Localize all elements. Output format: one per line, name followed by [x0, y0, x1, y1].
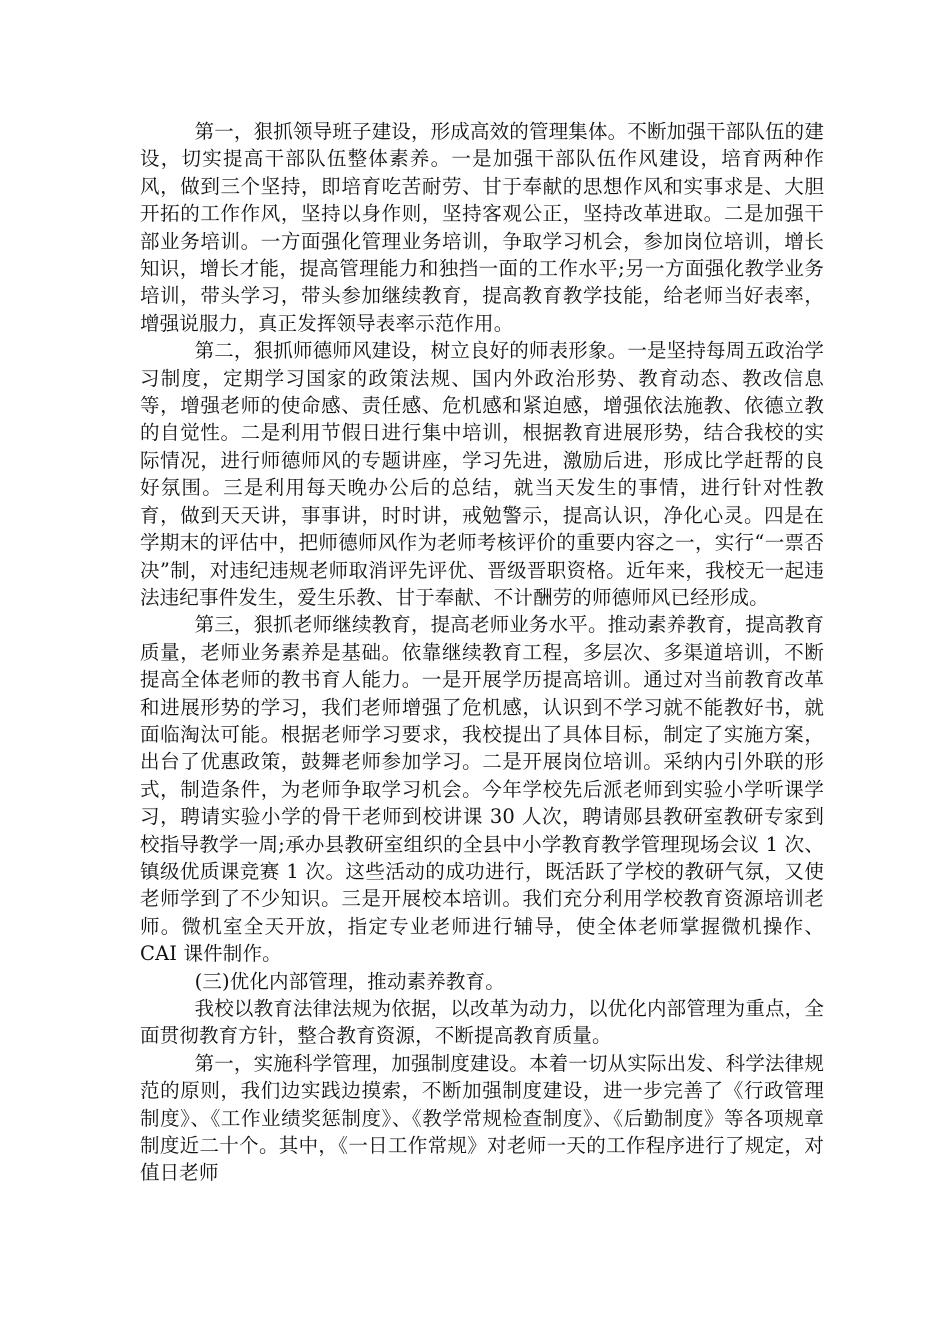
paragraph-teacher-ethics: 第二，狠抓师德师风建设，树立良好的师表形象。一是坚持每周五政治学习制度，定期学习国家的政策法规、国内外政治形势、教育动态、教改信息等，增强老师的使命感、责任感、危机感和紧迫感，增强依法施教、依德立教的自觉性。二是利用节假日进行集中培训，根据教育进展形势，结合我校的实际情况，进行师德师风的专题讲座，学习先进，激励后进，形成比学赶帮的良好氛围。三是利用每天晚办公后的总结，就当天发生的事情，进行针对性教育，做到天天讲，事事讲，时时讲，戒勉警示，提高认识，净化心灵。四是在学期末的评估中，把师德师风作为老师考核评价的重要内容之一，实行“一票否决”制，对违纪违规老师取消评先评优、晋级晋职资格。近年来，我校无一起违法违纪事件发生，爱生乐教、甘于奉献、不计酬劳的师德师风已经形成。	[140, 339, 824, 609]
paragraph-continuing-education: 第三，狠抓老师继续教育，提高老师业务水平。推动素养教育，提高教育质量，老师业务素养是基础。依靠继续教育工程，多层次、多渠道培训，不断提高全体老师的教书育人能力。一是开展学历提高培训。通过对当前教育改革和进展形势的学习，我们老师增强了危机感，认识到不学习就不能教好书，就面临淘汰可能。根据老师学习要求，我校提出了具体目标，制定了实施方案，出台了优惠政策，鼓舞老师参加学习。二是开展岗位培训。采纳内引外联的形式，制造条件，为老师争取学习机会。今年学校先后派老师到实验小学听课学习，聘请实验小学的骨干老师到校讲课 30 人次，聘请郧县教研室教研专家到校指导教学一周;承办县教研室组织的全县中小学教育教学管理现场会议 1 次、镇级优质课竞赛 1 次。这些活动的成功进行，既活跃了学校的教研气氛，又使老师学到了不少知识。三是开展校本培训。我们充分利用学校教育资源培训老师。微机室全天开放，指定专业老师进行辅导，使全体老师掌握微机操作、CAI 课件制作。	[140, 613, 824, 966]
paragraph-scientific-management: 第一，实施科学管理，加强制度建设。本着一切从实际出发、科学法律规范的原则，我们边实践边摸索，不断加强制度建设，进一步完善了《行政管理制度》、《工作业绩奖惩制度》、《教学常规检查制度》、《后勤制度》等各项规章制度近二十个。其中，《一日工作常规》对老师一天的工作程序进行了规定，对值日老师	[140, 1051, 824, 1185]
document-body	[140, 118, 824, 1187]
paragraph-leadership: 第一，狠抓领导班子建设，形成高效的管理集体。不断加强干部队伍的建设，切实提高干部队伍整体素养。一是加强干部队伍作风建设，培育两种作风，做到三个坚持，即培育吃苦耐劳、甘于奉献的思想作风和实事求是、大胆开拓的工作作风，坚持以身作则，坚持客观公正，坚持改革进取。二是加强干部业务培训。一方面强化管理业务培训，争取学习机会，参加岗位培训，增长知识，增长才能，提高管理能力和独挡一面的工作水平;另一方面强化教学业务培训，带头学习，带头参加继续教育，提高教育教学技能，给老师当好表率，增强说服力，真正发挥领导表率示范作用。	[140, 120, 824, 335]
paragraph-management-intro: 我校以教育法律法规为依据，以改革为动力，以优化内部管理为重点，全面贯彻教育方针，整合教育资源，不断提高教育质量。	[140, 997, 824, 1048]
section-heading-internal-management: (三)优化内部管理，推动素养教育。	[194, 969, 505, 993]
